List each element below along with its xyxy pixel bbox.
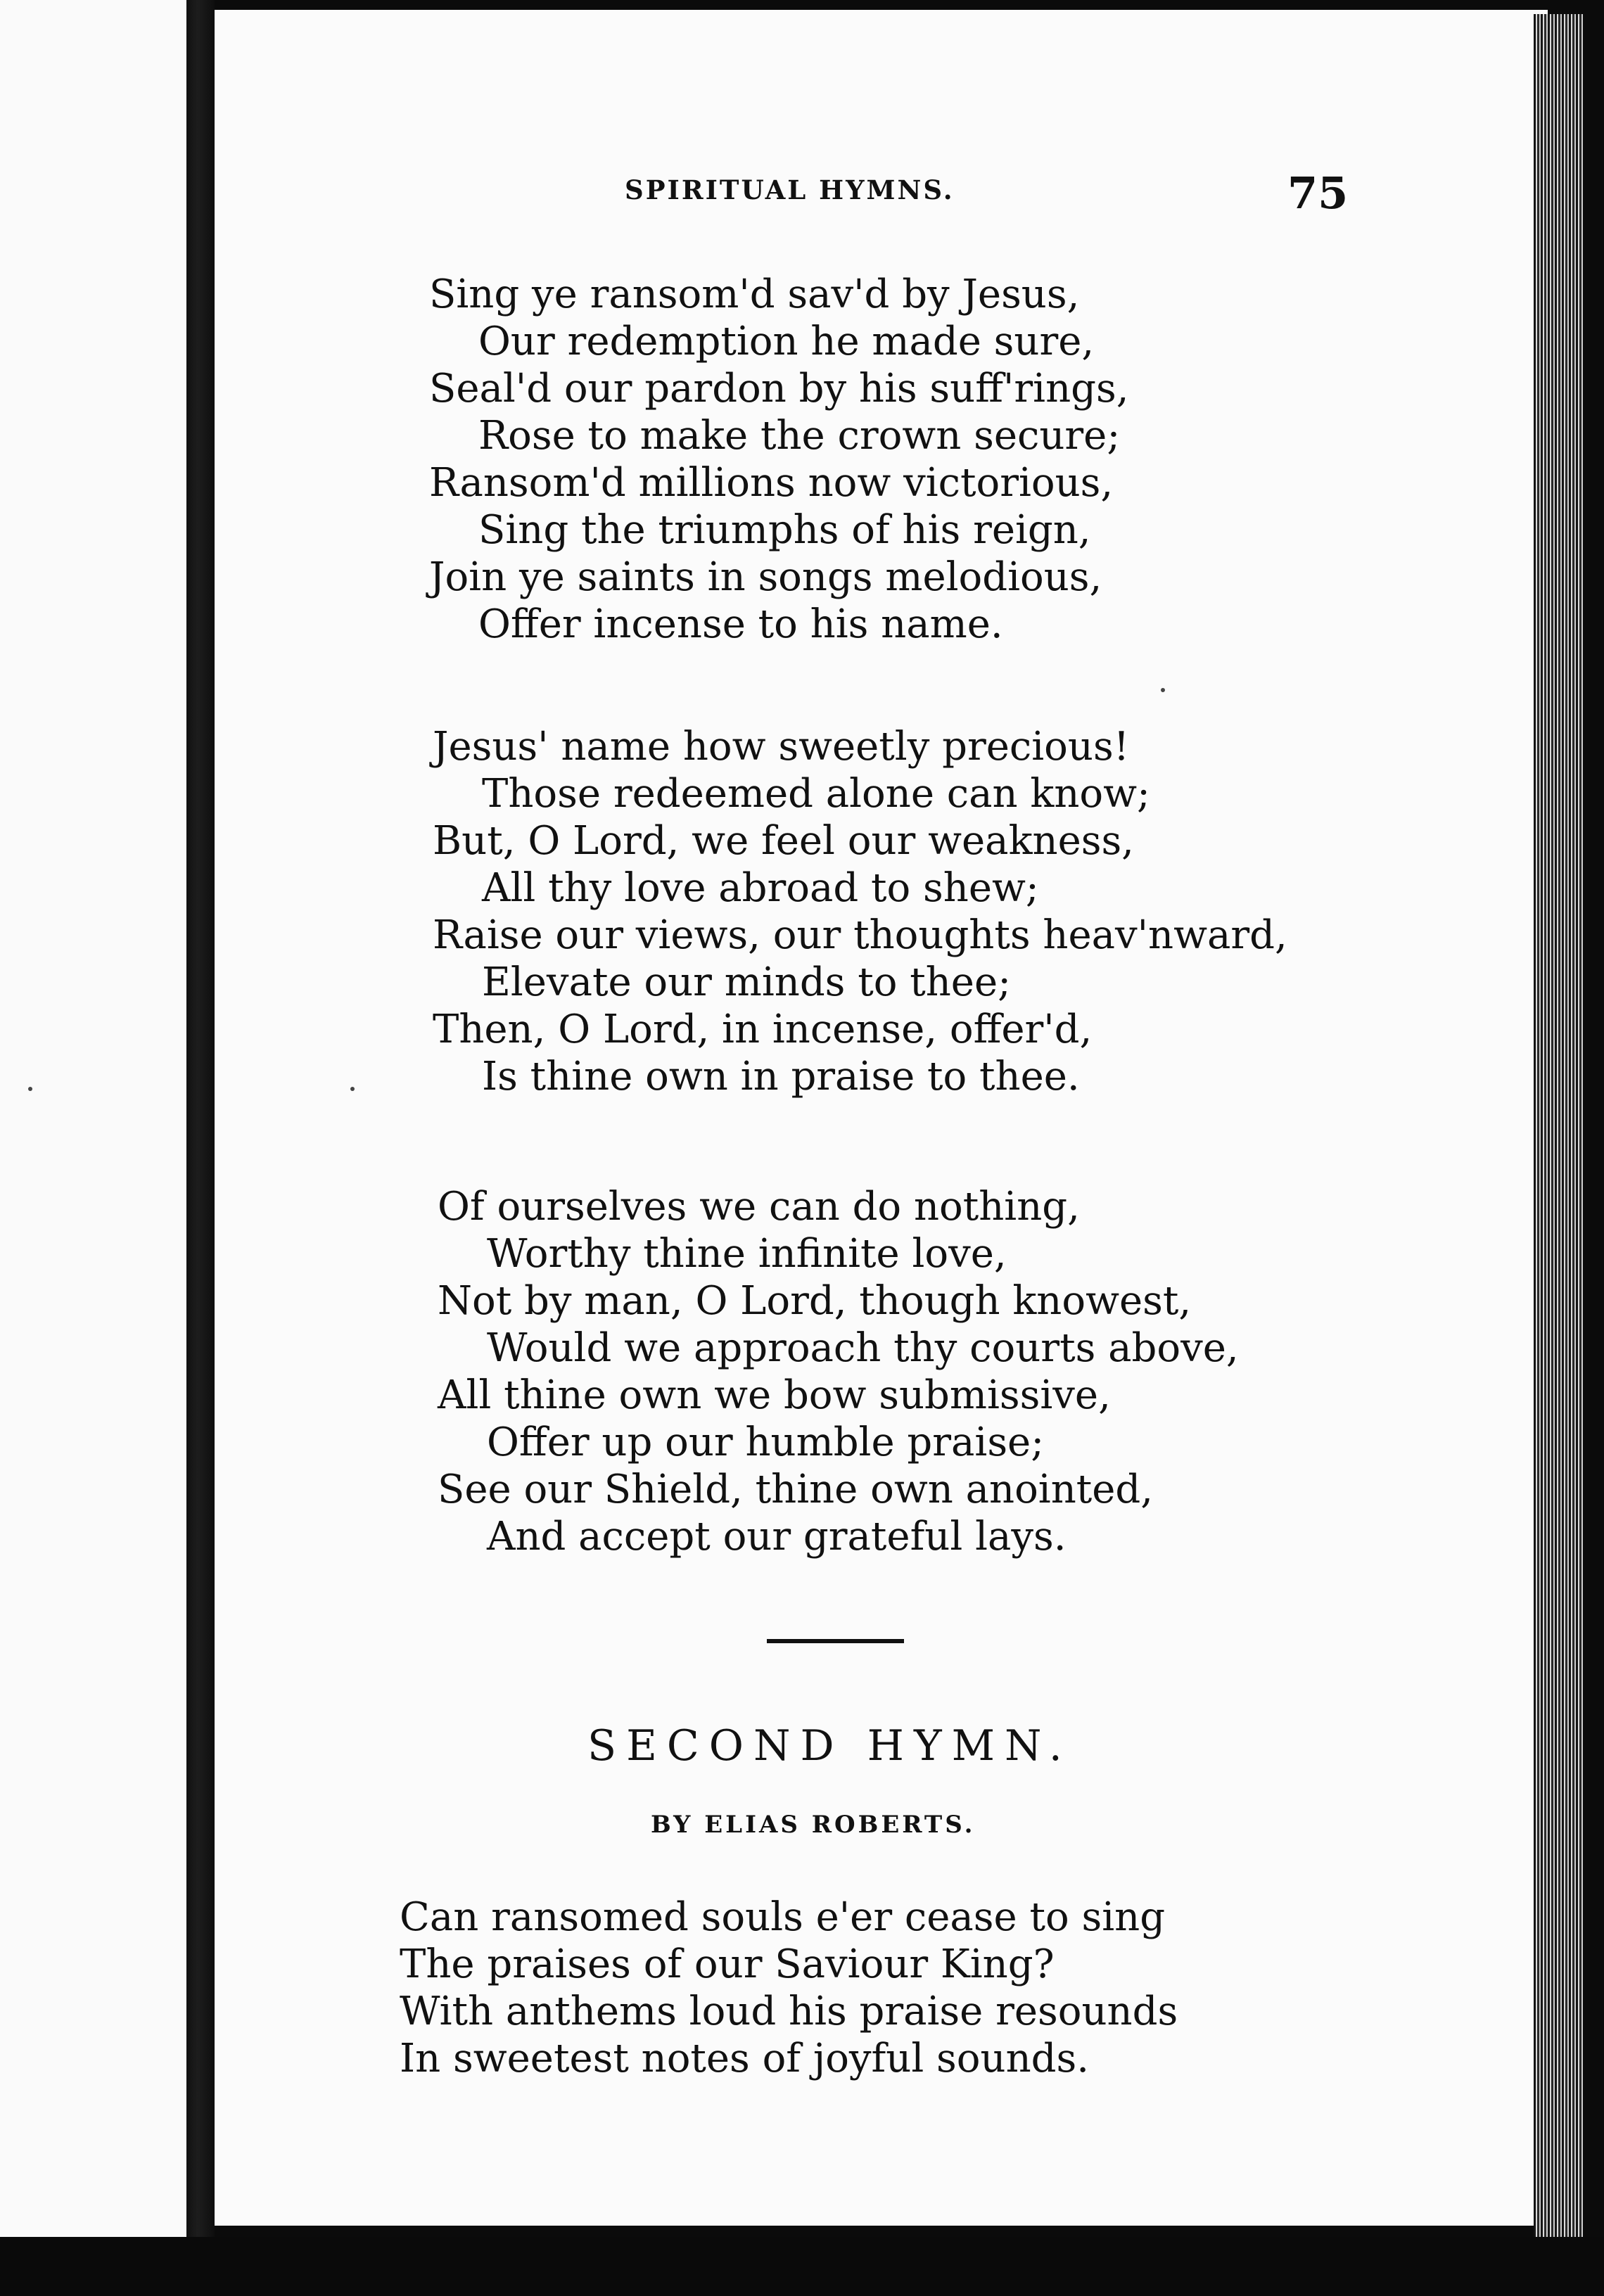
verse-line: Those redeemed alone can know; xyxy=(482,771,1150,817)
verse-line: Our redemption he made sure, xyxy=(478,319,1095,364)
verse-line: Sing the triumphs of his reign, xyxy=(478,507,1091,553)
running-head: SPIRITUAL HYMNS. xyxy=(625,174,955,205)
verse-line: Of ourselves we can do nothing, xyxy=(438,1184,1080,1230)
second-hymn-stanza xyxy=(400,1894,1178,2082)
verse-line: Would we approach thy courts above, xyxy=(487,1325,1239,1371)
verse-line: The praises of our Saviour King? xyxy=(400,1941,1055,1987)
verse-line: Rose to make the crown secure; xyxy=(478,413,1121,459)
verse-line: Elevate our minds to thee; xyxy=(482,959,1011,1005)
hymn-byline: BY ELIAS ROBERTS. xyxy=(651,1811,976,1839)
stanza-3 xyxy=(438,1183,1239,1560)
verse-line: And accept our grateful lays. xyxy=(487,1514,1067,1560)
print-speck xyxy=(1161,688,1165,692)
verse-line: Then, O Lord, in incense, offer'd, xyxy=(433,1007,1093,1052)
scan-bottom-border xyxy=(0,2237,1604,2296)
verse-line: See our Shield, thine own anointed, xyxy=(438,1467,1154,1512)
book-spine xyxy=(186,0,215,2296)
verse-line: Not by man, O Lord, though knowest, xyxy=(438,1278,1192,1324)
print-speck xyxy=(28,1087,32,1091)
verse-line: With anthems loud his praise resounds xyxy=(400,1989,1178,2034)
print-speck xyxy=(350,1087,355,1091)
verse-line: All thine own we bow submissive, xyxy=(438,1372,1111,1418)
verse-line: Jesus' name how sweetly precious! xyxy=(433,724,1130,770)
stanza-2 xyxy=(433,723,1287,1100)
verse-line: Worthy thine infinite love, xyxy=(487,1231,1007,1277)
verse-line: But, O Lord, we feel our weakness, xyxy=(433,818,1134,864)
verse-line: Raise our views, our thoughts heav'nward, xyxy=(433,912,1287,958)
page-number: 75 xyxy=(1287,167,1349,219)
verse-line: All thy love abroad to shew; xyxy=(482,865,1039,911)
verse-line: Seal'd our pardon by his suff'rings, xyxy=(429,366,1129,412)
verse-line: Ransom'd millions now victorious, xyxy=(429,460,1114,506)
hymn-title: SECOND HYMN. xyxy=(587,1721,1072,1771)
verse-line: In sweetest notes of joyful sounds. xyxy=(400,2036,1090,2081)
verse-line: Offer up our humble praise; xyxy=(487,1420,1045,1465)
verse-line: Is thine own in praise to thee. xyxy=(482,1054,1080,1099)
stanza-1 xyxy=(429,271,1129,648)
verse-line: Sing ye ransom'd sav'd by Jesus, xyxy=(429,272,1080,317)
verse-line: Can ransomed souls e'er cease to sing xyxy=(400,1894,1166,1940)
verse-line: Join ye saints in songs melodious, xyxy=(429,554,1102,600)
page-edges xyxy=(1534,14,1583,2237)
facing-page-margin xyxy=(0,0,186,2296)
section-divider xyxy=(767,1639,904,1643)
verse-line: Offer incense to his name. xyxy=(478,601,1003,647)
